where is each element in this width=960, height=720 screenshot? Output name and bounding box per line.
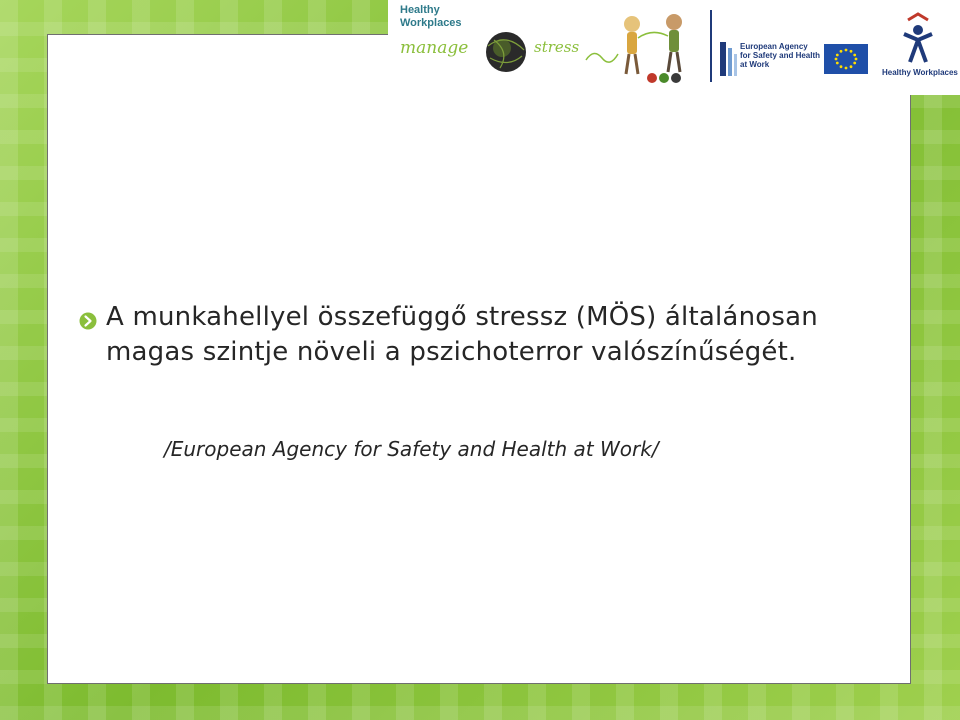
campaign-title <box>400 4 462 30</box>
agency-logo-icon <box>720 42 738 76</box>
agency-name-line2: for Safety and Health <box>740 51 821 60</box>
healthy-workplaces-caption: Healthy Workplaces <box>882 68 958 77</box>
two-people-icon <box>612 10 702 86</box>
logo-divider <box>710 10 712 82</box>
campaign-title-line2: Workplaces <box>400 17 462 29</box>
agency-name-line3: at Work <box>740 60 770 69</box>
bullet-text: A munkahellyel összefüggő stressz (MÖS) általánosan magas szintje növeli a pszichoterror valószínűségét. <box>106 302 818 367</box>
bullet-icon <box>78 311 98 331</box>
healthy-workplaces-logo-icon <box>896 12 940 66</box>
header-banner <box>388 0 960 95</box>
manage-word: manage <box>400 38 469 58</box>
stress-word: stress <box>534 38 580 56</box>
eu-flag-icon <box>824 44 868 74</box>
agency-name <box>740 42 820 69</box>
campaign-title-line1: Healthy <box>400 4 440 16</box>
citation: /European Agency for Safety and Health at Work/ <box>164 437 659 461</box>
agency-name-line1: European Agency <box>740 42 808 51</box>
stress-ball-icon <box>480 28 532 76</box>
